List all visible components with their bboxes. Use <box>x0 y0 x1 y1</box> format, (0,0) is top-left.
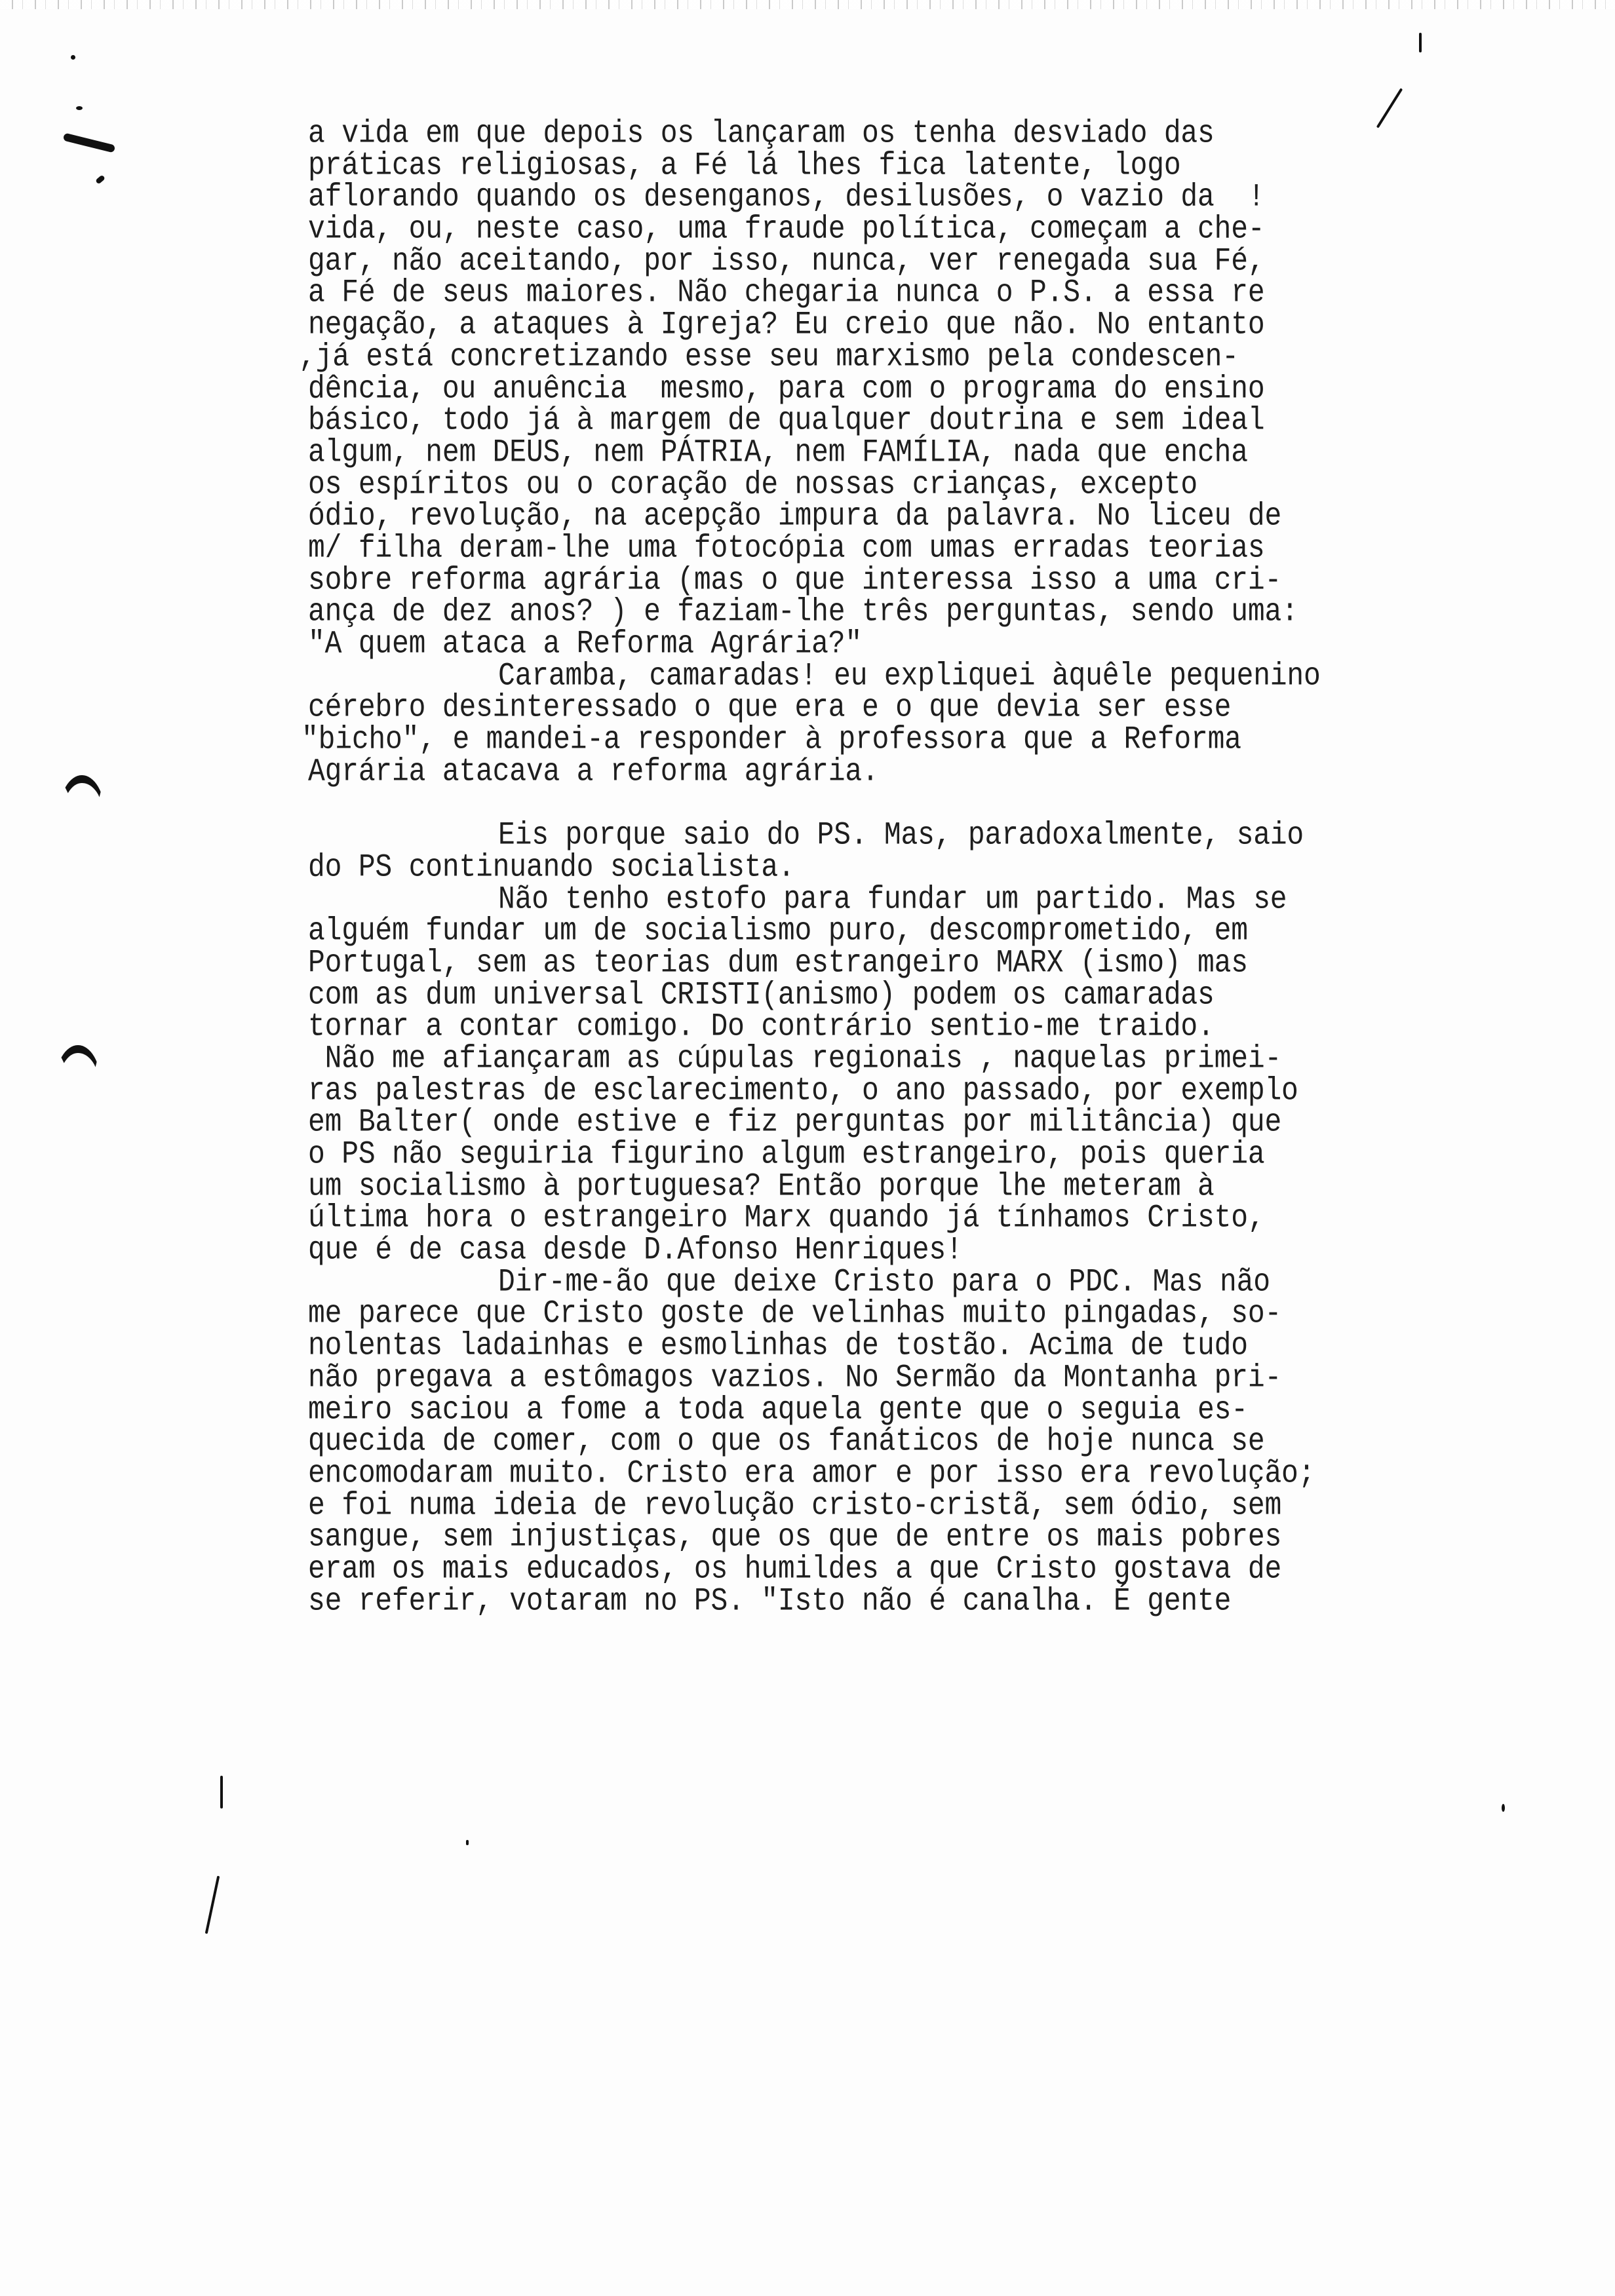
text-line: a Fé de seus maiores. Não chegaria nunca o P.S. a essa re <box>308 274 1265 311</box>
text-line: e foi numa ideia de revolução cristo-cristã, sem ódio, sem <box>308 1486 1282 1524</box>
text-line: meiro saciou a fome a toda aquela gente que o seguia es- <box>308 1390 1248 1428</box>
text-line: ança de dez anos? ) e faziam-lhe três perguntas, sendo uma: <box>308 593 1298 630</box>
text-line: alguém fundar um de socialismo puro, descomprometido, em <box>308 912 1248 949</box>
scan-speck <box>76 106 83 110</box>
paragraph-start-line: Caramba, camaradas! eu expliquei àquêle pequenino <box>498 657 1321 695</box>
text-line: nolentas ladainhas e esmolinhas de tostão. Acima de tudo <box>308 1327 1248 1364</box>
punch-hole-mark <box>59 775 105 814</box>
text-line: o PS não seguiria figurino algum estrangeiro, pois queria <box>308 1136 1265 1173</box>
text-line: vida, ou, neste caso, uma fraude política, começam a che- <box>308 210 1265 248</box>
text-line: ras palestras de esclarecimento, o ano passado, por exemplo <box>308 1071 1298 1109</box>
text-line: m/ filha deram-lhe uma fotocópia com umas erradas teorias <box>308 529 1265 567</box>
scan-speck <box>1502 1804 1505 1812</box>
text-line: encomodaram muito. Cristo era amor e por isso era revolução; <box>308 1455 1315 1492</box>
paragraph-start-line: Eis porque saio do PS. Mas, paradoxalmente, saio <box>498 816 1304 854</box>
text-line: um socialismo à portuguesa? Então porque lhe meteram à <box>308 1167 1215 1205</box>
text-line: que é de casa desde D.Afonso Henriques! <box>308 1231 963 1269</box>
text-line: dência, ou anuência mesmo, para com o programa do ensino <box>308 370 1265 408</box>
paragraph-start-line: Não tenho estofo para fundar um partido. Mas se <box>498 880 1287 918</box>
text-line: sobre reforma agrária (mas o que interessa isso a uma cri- <box>308 561 1282 599</box>
text-line: do PS continuando socialista. <box>308 849 795 886</box>
scan-scratch <box>1419 33 1422 52</box>
text-line: em Balter( onde estive e fiz perguntas por militância) que <box>308 1103 1282 1141</box>
scan-scratch <box>205 1876 220 1934</box>
text-line: com as dum universal CRISTI(anismo) podem os camaradas <box>308 976 1215 1014</box>
text-line: ,já está concretizando esse seu marxismo pela condescen- <box>299 338 1239 375</box>
text-line: sangue, sem injustiças, que os que de entre os mais pobres <box>308 1518 1282 1556</box>
scan-smudge <box>63 133 116 153</box>
text-line: última hora o estrangeiro Marx quando já tínhamos Cristo, <box>308 1199 1265 1236</box>
text-line: "bicho", e mandei-a responder à professora que a Reforma <box>302 721 1241 758</box>
text-line: básico, todo já à margem de qualquer doutrina e sem ideal <box>308 402 1265 439</box>
text-line: aflorando quando os desenganos, desilusões, o vazio da ! <box>308 178 1265 216</box>
letter-body <box>299 115 1331 1620</box>
text-line: práticas religiosas, a Fé lá lhes fica latente, logo <box>308 146 1181 184</box>
text-line: tornar a contar comigo. Do contrário sentio-me traido. <box>308 1008 1215 1045</box>
scan-scratch <box>1376 88 1403 128</box>
text-line: a vida em que depois os lançaram os tenha desviado das <box>308 115 1215 152</box>
text-line: eram os mais educados, os humildes a que Cristo gostava de <box>308 1550 1282 1588</box>
text-line: algum, nem DEUS, nem PÁTRIA, nem FAMÍLIA, nada que encha <box>308 434 1248 471</box>
text-line: se referir, votaram no PS. "Isto não é canalha. É gente <box>308 1582 1232 1620</box>
text-line: os espíritos ou o coração de nossas crianças, excepto <box>308 465 1198 503</box>
text-line: Não me afiançaram as cúpulas regionais , naquelas primei- <box>308 1040 1282 1077</box>
text-line: quecida de comer, com o que os fanáticos de hoje nunca se <box>308 1423 1265 1460</box>
text-line: negação, a ataques à Igreja? Eu creio que não. No entanto <box>308 306 1265 343</box>
scan-top-edge <box>0 0 1615 9</box>
text-line: "A quem ataca a Reforma Agrária?" <box>308 625 862 662</box>
text-line: não pregava a estômagos vazios. No Sermão da Montanha pri- <box>308 1359 1282 1396</box>
scan-smudge <box>95 174 106 184</box>
scan-scratch <box>466 1840 469 1845</box>
text-line: Agrária atacava a reforma agrária. <box>308 752 879 790</box>
scan-speck <box>71 55 75 60</box>
text-line: me parece que Cristo goste de velinhas muito pingadas, so- <box>308 1295 1282 1332</box>
punch-hole-mark <box>55 1045 101 1084</box>
paragraph-start-line: Dir-me-ão que deixe Cristo para o PDC. Mas não <box>498 1263 1270 1301</box>
text-line: gar, não aceitando, por isso, nunca, ver renegada sua Fé, <box>308 242 1265 280</box>
scan-scratch <box>220 1776 223 1808</box>
text-line: ódio, revolução, na acepção impura da palavra. No liceu de <box>308 497 1282 535</box>
text-line: cérebro desinteressado o que era e o que devia ser esse <box>308 689 1232 726</box>
text-line: Portugal, sem as teorias dum estrangeiro MARX (ismo) mas <box>308 944 1248 982</box>
